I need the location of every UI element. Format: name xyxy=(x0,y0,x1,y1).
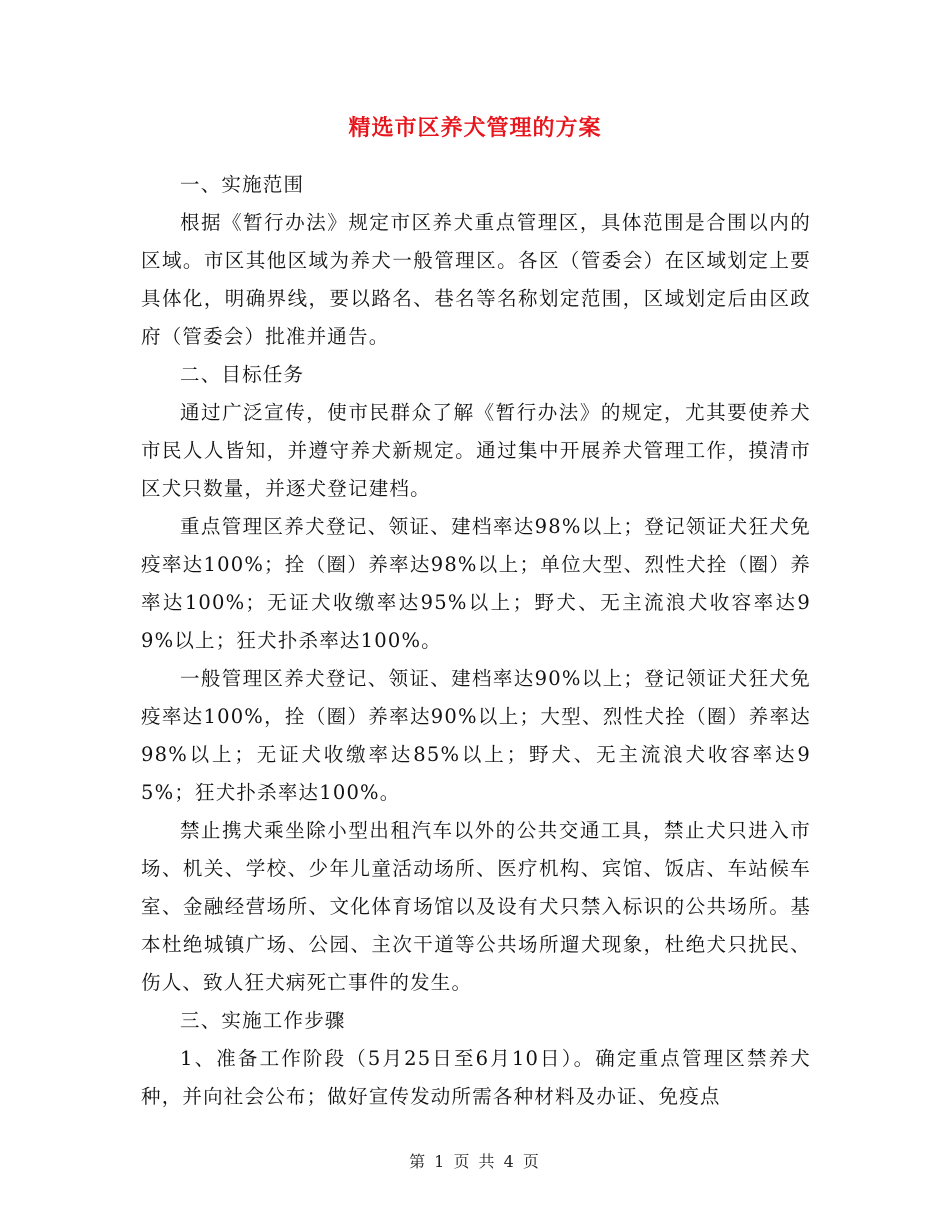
paragraph: 禁止携犬乘坐除小型出租汽车以外的公共交通工具，禁止犬只进入市场、机关、学校、少年儿童活动场所、医疗机构、宾馆、饭店、车站候车室、金融经营场所、文化体育场馆以及设有犬只禁入标识的公共场所。基本杜绝城镇广场、公园、主次干道等公共场所遛犬现象，杜绝犬只扰民、伤人、致人狂犬病死亡事件的发生。 xyxy=(141,819,811,994)
paragraph: 重点管理区养犬登记、领证、建档率达98%以上；登记领证犬狂犬免疫率达100%；拴（圈）养率达98%以上；单位大型、烈性犬拴（圈）养率达100%；无证犬收缴率达95%以上；野犬、无主流浪犬收容率达99%以上；狂犬扑杀率达100%。 xyxy=(141,515,811,652)
section-heading: 二、目标任务 xyxy=(180,363,305,386)
paragraph: 通过广泛宣传，使市民群众了解《暂行办法》的规定，尤其要使养犬市民人人皆知，并遵守养犬新规定。通过集中开展养犬管理工作，摸清市区犬只数量，并逐犬登记建档。 xyxy=(141,401,811,500)
document-body xyxy=(141,166,811,1116)
section-heading: 三、实施工作步骤 xyxy=(180,1009,346,1032)
paragraph: 1、准备工作阶段（5月25日至6月10日）。确定重点管理区禁养犬种，并向社会公布；做好宣传发动所需各种材料及办证、免疫点 xyxy=(141,1047,811,1108)
page-number-footer: 第 1 页 共 4 页 xyxy=(409,1152,541,1171)
paragraph: 根据《暂行办法》规定市区养犬重点管理区，具体范围是合围以内的区域。市区其他区域为养犬一般管理区。各区（管委会）在区域划定上要具体化，明确界线，要以路名、巷名等名称划定范围，区域划定后由区政府（管委会）批准并通告。 xyxy=(141,211,811,348)
paragraph: 一般管理区养犬登记、领证、建档率达90%以上；登记领证犬狂犬免疫率达100%，拴（圈）养率达90%以上；大型、烈性犬拴（圈）养率达98%以上；无证犬收缴率达85%以上；野犬、无主流浪犬收容率达95%；狂犬扑杀率达100%。 xyxy=(141,667,811,804)
document-title: 精选市区养犬管理的方案 xyxy=(348,115,602,141)
section-heading: 一、实施范围 xyxy=(180,173,305,196)
